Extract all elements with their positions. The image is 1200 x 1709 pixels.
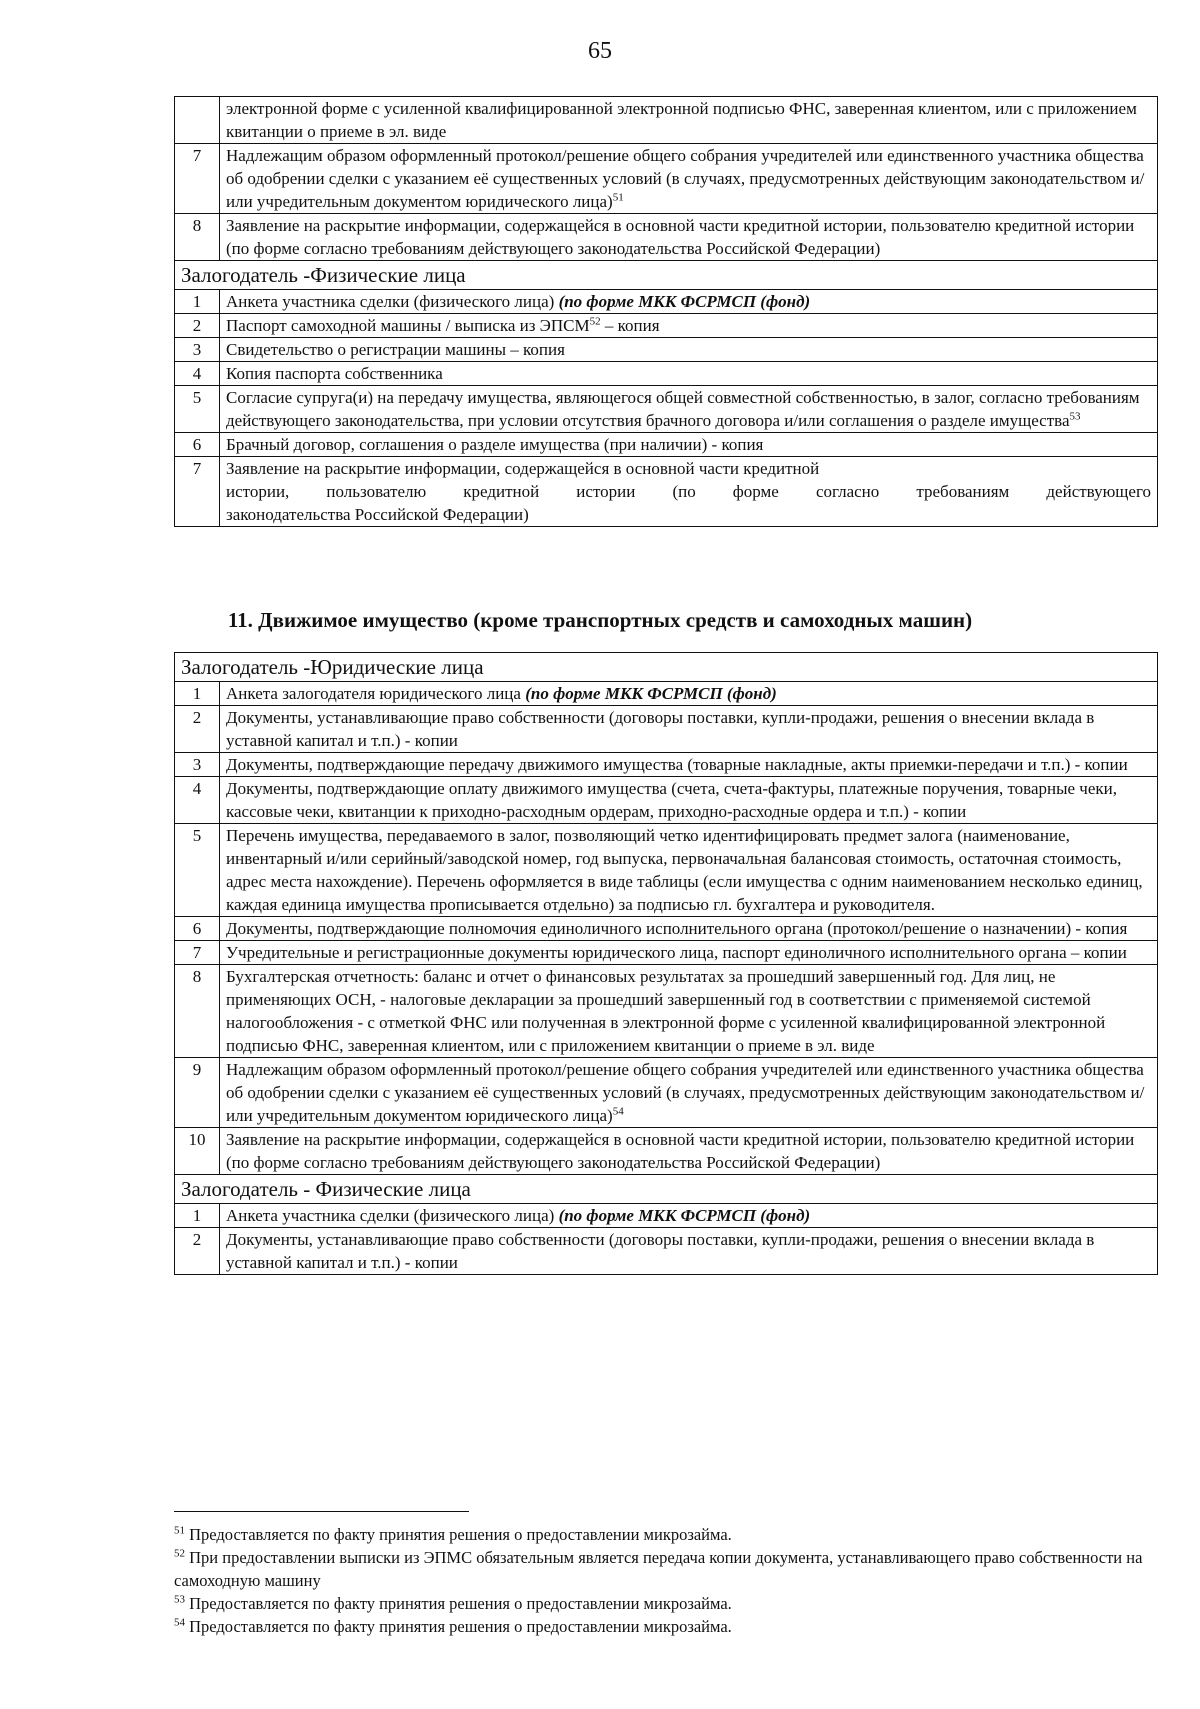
section-heading: 11. Движимое имущество (кроме транспортных средств и самоходных машин): [227, 608, 973, 632]
category-heading: Залогодатель - Физические лица: [175, 1175, 1158, 1204]
row-text: Документы, устанавливающие право собственности (договоры поставки, купли-продажи, решения о внесении вклада в уставной капитал и т.п.) - копии: [220, 706, 1158, 753]
table-row: [175, 433, 1158, 457]
row-number: 1: [175, 1204, 220, 1228]
table-row: [175, 1058, 1158, 1128]
footnote-ref[interactable]: 51: [612, 191, 624, 204]
row-number: 7: [175, 941, 220, 965]
row-text: Паспорт самоходной машины / выписка из ЭПСМ$^{52}$ – копия: [220, 314, 1158, 338]
footnote: $^{52}$ При предоставлении выписки из ЭПМС обязательным является передача копии документа, устанавливающего право собственности на самоходную машину: [174, 1547, 1143, 1590]
row-text: Заявление на раскрытие информации, содержащейся в основной части кредитной истории, пользователю кредитной истории (по форме согласно требованиям действующего законодательства Российской Федерации): [220, 1128, 1158, 1175]
table-row: [175, 917, 1158, 941]
table-row: [175, 777, 1158, 824]
row-number: 10: [175, 1128, 220, 1175]
row-number: 6: [175, 433, 220, 457]
row-text: Брачный договор, соглашения о разделе имущества (при наличии) - копия: [220, 433, 1158, 457]
table-row: [175, 753, 1158, 777]
row-text: электронной форме с усиленной квалифицированной электронной подписью ФНС, заверенная клиентом, или с приложением квитанции о приеме в эл. виде: [220, 97, 1158, 144]
table-row: [175, 1128, 1158, 1175]
category-row: [175, 1175, 1158, 1204]
footnote: $^{53}$ Предоставляется по факту принятия решения о предоставлении микрозайма.: [174, 1593, 732, 1613]
category-heading: Залогодатель -Юридические лица: [175, 653, 1158, 682]
category-row: [175, 261, 1158, 290]
table-row: [175, 362, 1158, 386]
footnotes: [174, 1523, 1158, 1638]
row-number: 2: [175, 1228, 220, 1275]
table-row: [175, 1204, 1158, 1228]
footnote-ref[interactable]: 52: [589, 315, 601, 328]
table-row: [175, 290, 1158, 314]
row-text: Надлежащим образом оформленный протокол/решение общего собрания учредителей или единственного участника общества об одобрении сделки с указанием её существенных условий (в случаях, предусмотренных действующим законодательством и/или учредительным документом юридического лица)$^{51}$: [220, 144, 1158, 214]
form-reference: (по форме МКК ФСРМСП (фонд): [525, 684, 777, 703]
row-number: 8: [175, 214, 220, 261]
row-text: Бухгалтерская отчетность: баланс и отчет о финансовых результатах за прошедший завершенный год. Для лиц, не применяющих ОСН, - налоговые декларации за прошедший завершенный год в соответствии с применяемой системой налогообложения - с отметкой ФНС или полученная в электронной форме с усиленной квалифицированной электронной подписью ФНС, заверенная клиентом, или с приложением квитанции о приеме в эл. виде: [220, 965, 1158, 1058]
table-row: [175, 338, 1158, 362]
row-text: Документы, подтверждающие оплату движимого имущества (счета, счета-фактуры, платежные поручения, товарные чеки, кассовые чеки, квитанции к приходно-расходным ордерам, приходно-расходные ордера и т.п.) - копии: [220, 777, 1158, 824]
footnote: $^{51}$ Предоставляется по факту принятия решения о предоставлении микрозайма.: [174, 1524, 732, 1544]
row-text: Заявление на раскрытие информации, содержащейся в основной части кредитной истории, пользователю кредитной истории (по форме согласно требованиям действующего законодательства Российской Федерации): [220, 457, 1158, 527]
row-number: 3: [175, 753, 220, 777]
table-row: [175, 214, 1158, 261]
row-text: Учредительные и регистрационные документы юридического лица, паспорт единоличного исполнительного органа – копии: [220, 941, 1158, 965]
table-row: [175, 144, 1158, 214]
table-row: [175, 97, 1158, 144]
row-text: Согласие супруга(и) на передачу имущества, являющегося общей совместной собственностью, в залог, согласно требованиям действующего законодательства, при условии отсутствия брачного договора и/или соглашения о разделе имущества$^{53}$: [220, 386, 1158, 433]
row-number: 3: [175, 338, 220, 362]
row-number: 5: [175, 824, 220, 917]
table-row: [175, 314, 1158, 338]
row-number: 6: [175, 917, 220, 941]
footnote-number: 51: [174, 1524, 185, 1537]
row-text: Анкета залогодателя юридического лица (по форме МКК ФСРМСП (фонд): [220, 682, 1158, 706]
table-row: [175, 1228, 1158, 1275]
row-text: Документы, устанавливающие право собственности (договоры поставки, купли-продажи, решения о внесении вклада в уставной капитал и т.п.) - копии: [220, 1228, 1158, 1275]
row-number: 4: [175, 777, 220, 824]
footnote: $^{54}$ Предоставляется по факту принятия решения о предоставлении микрозайма.: [174, 1616, 732, 1636]
row-text: Документы, подтверждающие полномочия единоличного исполнительного органа (протокол/решение о назначении) - копия: [220, 917, 1158, 941]
row-number: 2: [175, 314, 220, 338]
footnote-ref[interactable]: 54: [612, 1105, 624, 1118]
row-number: 4: [175, 362, 220, 386]
row-text: Надлежащим образом оформленный протокол/решение общего собрания учредителей или единственного участника общества об одобрении сделки с указанием её существенных условий (в случаях, предусмотренных действующим законодательством и/или учредительным документом юридического лица)$^{54}$: [220, 1058, 1158, 1128]
documents-table-continuation: [174, 96, 1158, 527]
footnote-ref[interactable]: 53: [1069, 410, 1081, 423]
row-text: Свидетельство о регистрации машины – копия: [220, 338, 1158, 362]
form-reference: (по форме МКК ФСРМСП (фонд): [558, 292, 811, 311]
row-number: 1: [175, 290, 220, 314]
category-row: [175, 653, 1158, 682]
row-number: [175, 97, 220, 144]
row-number: 5: [175, 386, 220, 433]
row-number: 7: [175, 457, 220, 527]
footnote-number: 54: [174, 1616, 185, 1629]
row-number: 1: [175, 682, 220, 706]
category-heading: Залогодатель -Физические лица: [175, 261, 1158, 290]
table-row: [175, 457, 1158, 527]
table-row: [175, 941, 1158, 965]
table-row: [175, 824, 1158, 917]
page-number: 65: [588, 38, 612, 64]
table-row: [175, 706, 1158, 753]
movable-property-documents-table: [174, 652, 1158, 1275]
table-row: [175, 965, 1158, 1058]
row-text: Заявление на раскрытие информации, содержащейся в основной части кредитной истории, пользователю кредитной истории (по форме согласно требованиям действующего законодательства Российской Федерации): [220, 214, 1158, 261]
table-row: [175, 386, 1158, 433]
row-text: Анкета участника сделки (физического лица) (по форме МКК ФСРМСП (фонд): [220, 290, 1158, 314]
row-number: 8: [175, 965, 220, 1058]
table-row: [175, 682, 1158, 706]
row-number: 7: [175, 144, 220, 214]
footnote-number: 52: [174, 1547, 185, 1560]
form-reference: (по форме МКК ФСРМСП (фонд): [558, 1206, 811, 1225]
row-text: Документы, подтверждающие передачу движимого имущества (товарные накладные, акты приемки-передачи и т.п.) - копии: [220, 753, 1158, 777]
footnote-separator: [174, 1511, 469, 1512]
row-text: Перечень имущества, передаваемого в залог, позволяющий четко идентифицировать предмет залога (наименование, инвентарный и/или серийный/заводской номер, год выпуска, первоначальная балансовая стоимость, остаточная стоимость, адрес места нахождение). Перечень оформляется в виде таблицы (если имущества с одним наименованием несколько единиц, каждая единица имущества прописывается отдельно) за подписью гл. бухгалтера и руководителя.: [220, 824, 1158, 917]
row-text: Копия паспорта собственника: [220, 362, 1158, 386]
footnote-number: 53: [174, 1593, 185, 1606]
row-text: Анкета участника сделки (физического лица) (по форме МКК ФСРМСП (фонд): [220, 1204, 1158, 1228]
row-number: 9: [175, 1058, 220, 1128]
row-number: 2: [175, 706, 220, 753]
